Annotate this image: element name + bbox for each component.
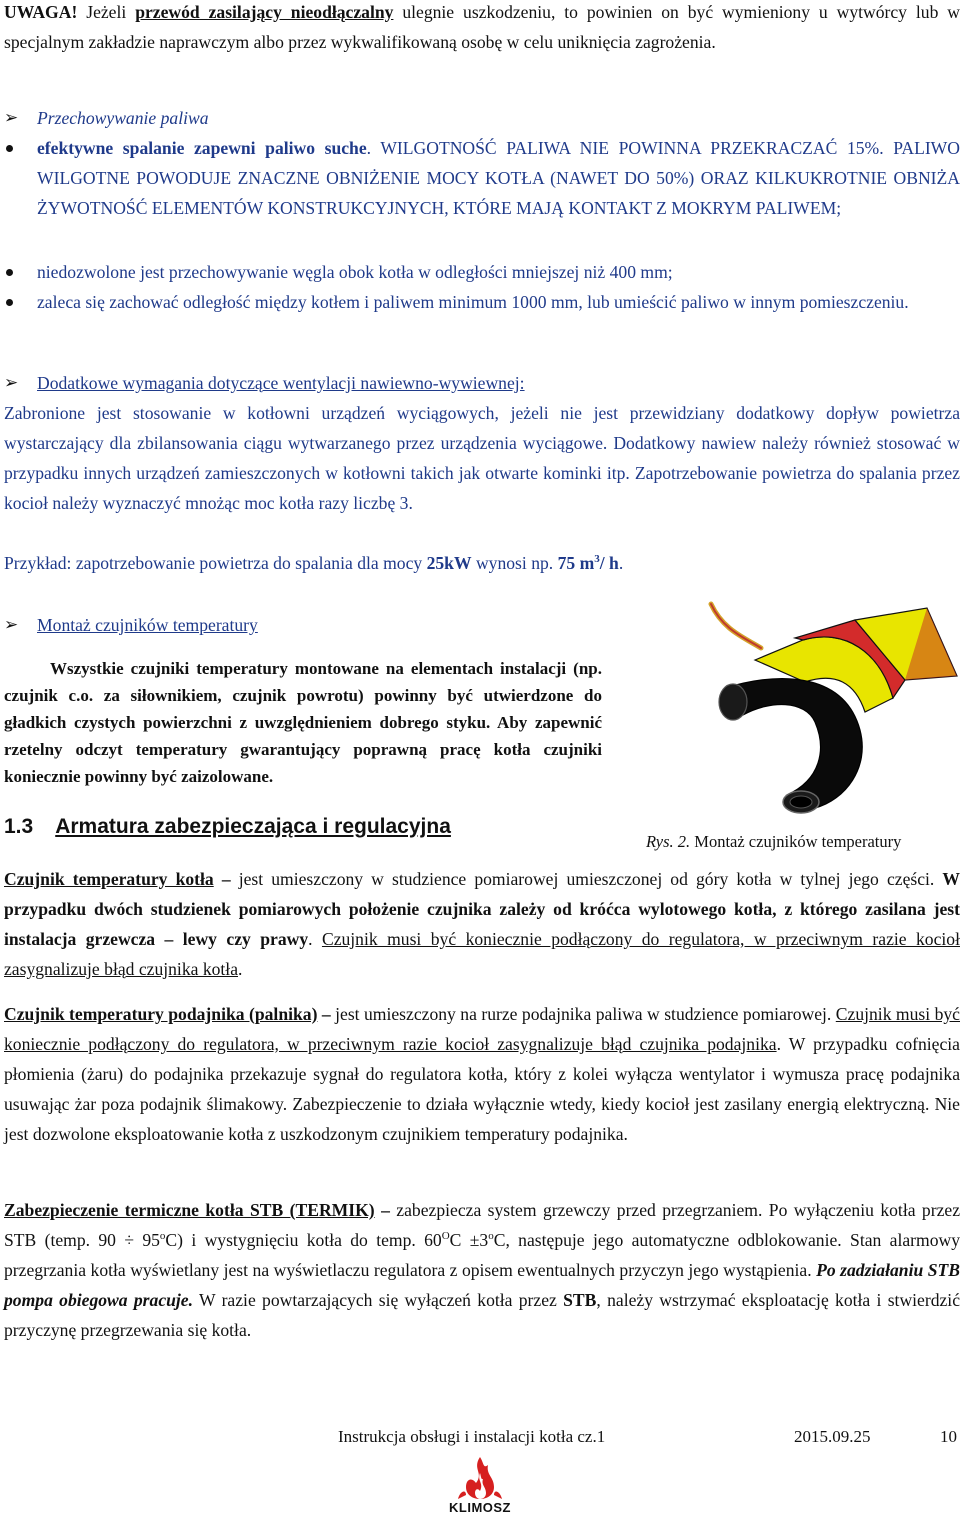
- boiler-sensor-dot: .: [308, 929, 322, 949]
- caption-text: Montaż czujników temperatury: [690, 832, 902, 851]
- boiler-sensor-end: .: [238, 959, 243, 979]
- boiler-sensor-text: jest umieszczony w studzience pomiarowej umieszczonej od góry kotła w tylnej jego części.: [238, 869, 943, 889]
- warning-text: ulegnie uszkodzeniu, to powinien on być wymieniony u wytwórcy lub w specjalnym zakładzie naprawczym albo przez wykwalifikowaną osobę w celu uniknięcia zagrożenia.: [4, 2, 960, 52]
- ventilation-heading: [0, 368, 960, 398]
- sensors-heading-text: Montaż czujników temperatury: [37, 615, 258, 635]
- example-value: 75 m: [557, 553, 595, 573]
- klimosz-logo: [420, 1455, 540, 1520]
- arrow-bullet-icon: ➢: [4, 373, 19, 393]
- boiler-sensor-dash: –: [213, 869, 239, 889]
- stb-t3: C ±3: [449, 1230, 489, 1250]
- warning-paragraph: [4, 0, 960, 57]
- footer-title: Instrukcja obsługi i instalacji kotła cz.1: [338, 1427, 606, 1446]
- stb-t1: zabezpiecza system grzewczy przed przegrzaniem. Po wyłączeniu kotła przez STB (temp. 90 ÷ 95: [4, 1200, 960, 1250]
- warning-link: przewód zasilający nieodłączalny: [135, 2, 394, 22]
- section-number: 1.3: [4, 815, 34, 838]
- storage-b3-text: zaleca się zachować odległość między kotłem i paliwem minimum 1000 mm, lub umieścić paliwo w innym pomieszczeniu.: [37, 292, 909, 312]
- footer-date: 2015.09.25: [794, 1427, 871, 1446]
- feeder-sensor-paragraph: [4, 999, 960, 1149]
- ventilation-paragraph: Zabronione jest stosowanie w kotłowni urządzeń wyciągowych, jeżeli nie jest przewidziany dodatkowy dopływ powietrza wystarczający dla zbilansowania ciągu wytwarzanego przez urządzenia wyciągowe. Dodatkowy nawiew należy również stosować w przypadku innych urządzeń zamieszczonych w kotłowni takich jak otwarte kominki itp. Zapotrzebowanie powietrza do spalania przez kocioł należy wyznaczyć mnożąc moc kotła razy liczbę 3.: [4, 403, 960, 513]
- stb-t4: C, następuje jego automatyczne odblokowanie. Stan alarmowy przegrzania kotła wyświetlany jest na wyświetlaczu regulatora z opisem ewentualnych przyczyn jego wystąpienia.: [4, 1230, 960, 1280]
- warning-pre: Jeżeli: [77, 2, 136, 22]
- caption-label: Rys. 2.: [646, 832, 691, 851]
- storage-bullet-1: [0, 133, 960, 223]
- logo-text: KLIMOSZ: [449, 1500, 511, 1515]
- stb-dash: –: [374, 1200, 397, 1220]
- arrow-bullet-icon: ➢: [4, 615, 19, 635]
- stb-t5: W razie powtarzających się wyłączeń kotła przez: [193, 1290, 564, 1310]
- storage-heading: [0, 103, 960, 133]
- stb-bold: STB: [563, 1290, 597, 1310]
- stb-t6: , należy wstrzymać eksploatację kotła i stwierdzić przyczynę przegrzewania się kotła.: [4, 1290, 960, 1340]
- example-unit: / h: [599, 553, 619, 573]
- section-title: Armatura zabezpieczająca i regulacyjna: [55, 815, 451, 838]
- feeder-sensor-rest: . W przypadku cofnięcia płomienia (żaru) do podajnika przekazuje sygnał do regulatora kotła, który z kolei wyłącza wentylator i wymusza pracę podajnika usuwając żar poza podajnik ślimakowy. Zabezpieczenie to działa wyłącznie wtedy, kiedy kocioł jest zasilany energią elektryczną. Nie jest dozwolone eksploatowanie kotła z uszkodzonym czujnikiem temperatury podajnika.: [4, 1034, 960, 1144]
- storage-bullet-3: [0, 287, 960, 317]
- sensor-cable: [711, 604, 761, 648]
- storage-bullet-2: [0, 257, 960, 287]
- example-power: 25kW: [426, 553, 472, 573]
- feeder-sensor-text: jest umieszczony na rurze podajnika paliwa w studzience pomiarowej.: [335, 1004, 836, 1024]
- boiler-sensor-bold: W przypadku dwóch studzienek pomiarowych położenie czujnika zależy od króćca wylotowego kotła, z którego zasilana jest instalacja grzewcza – lewy czy prawy: [4, 869, 960, 949]
- figure-caption: [646, 827, 946, 857]
- ventilation-example: [4, 548, 960, 578]
- feeder-sensor-dash: –: [317, 1004, 336, 1024]
- feeder-sensor-title: Czujnik temperatury podajnika (palnika): [4, 1004, 318, 1024]
- example-end: .: [618, 553, 624, 573]
- sensors-heading: [0, 610, 620, 640]
- pipe-sensor-illustration: [695, 590, 960, 820]
- bullet-icon: [6, 269, 13, 276]
- storage-b1-bold: efektywne spalanie zapewni paliwo suche: [37, 138, 367, 158]
- stb-sup1: o: [159, 1230, 166, 1243]
- example-sup: 3: [594, 553, 600, 566]
- boiler-sensor-title: Czujnik temperatury kotła: [4, 869, 214, 889]
- stb-t2: C) i wystygnięciu kotła do temp. 60: [165, 1230, 442, 1250]
- section-heading: [4, 812, 604, 842]
- storage-heading-text: Przechowywanie paliwa: [37, 108, 209, 128]
- bullet-icon: [6, 145, 13, 152]
- boiler-sensor-paragraph: [4, 864, 960, 984]
- storage-b1-text: . WILGOTNOŚĆ PALIWA NIE POWINNA PRZEKRACZAĆ 15%. PALIWO WILGOTNE POWODUJE ZNACZNE OBNIŻENIE MOCY KOTŁA (NAWET DO 50%) ORAZ KILKUKROTNIE OBNIŻA ŻYWOTNOŚĆ ELEMENTÓW KONSTRUKCYJNYCH, KTÓRE MAJĄ KONTAKT Z MOKRYM PALIWEM;: [37, 138, 960, 218]
- stb-paragraph: [4, 1195, 960, 1345]
- ventilation-heading-text: Dodatkowe wymagania dotyczące wentylacji nawiewno-wywiewnej:: [37, 373, 525, 393]
- example-pre: Przykład: zapotrzebowanie powietrza do spalania dla mocy: [4, 553, 427, 573]
- warning-label: UWAGA!: [4, 2, 78, 22]
- example-mid: wynosi np.: [471, 553, 558, 573]
- stb-title: Zabezpieczenie termiczne kotła STB (TERMIK): [4, 1200, 375, 1220]
- stb-sup3: o: [488, 1230, 494, 1243]
- sensors-paragraph: Wszystkie czujniki temperatury montowane na elementach instalacji (np. czujnik c.o. za siłownikiem, czujnik powrotu) powinny być utwierdzone do gładkich czystych powierzchni z uwzględnieniem dobrego styku. Aby zapewnić rzetelny odczyt temperatury gwarantujący poprawną pracę kotła czujniki koniecznie powinny być zaizolowane.: [4, 659, 602, 786]
- bullet-icon: [6, 299, 13, 306]
- stb-bold-italic: Po zadziałaniu STB pompa obiegowa pracuje.: [4, 1260, 960, 1310]
- feeder-sensor-underlined: Czujnik musi być koniecznie podłączony do regulatora, w przeciwnym razie kocioł zasygnalizuje błąd czujnika podajnika: [4, 1004, 960, 1054]
- arrow-bullet-icon: ➢: [4, 108, 19, 128]
- stb-sup2: O: [441, 1230, 450, 1243]
- storage-b2-text: niedozwolone jest przechowywanie węgla obok kotła w odległości mniejszej niż 400 mm;: [37, 262, 673, 282]
- footer-page: 10: [940, 1427, 957, 1446]
- boiler-sensor-underlined: Czujnik musi być koniecznie podłączony do regulatora, w przeciwnym razie kocioł zasygnalizuje błąd czujnika kotła: [4, 929, 960, 979]
- flame-icon: [420, 1455, 540, 1503]
